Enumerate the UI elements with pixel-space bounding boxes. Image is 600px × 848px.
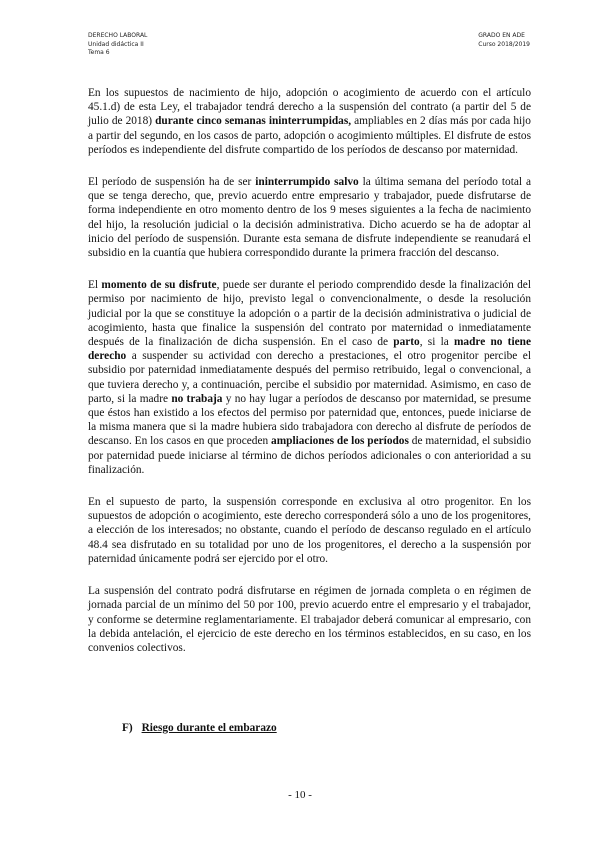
- bold-text: ininterrumpido salvo: [255, 176, 359, 189]
- header-course: Curso 2018/2019: [478, 40, 530, 48]
- bold-text: momento de su disfrute: [101, 279, 217, 292]
- header-unit: Unidad didáctica II: [88, 40, 144, 48]
- header-degree: GRADO EN ADE: [478, 32, 525, 39]
- text-run: En los supuestos de nacimiento de hijo, adopción o acogimiento de acuerdo con el artículo 45.1.d) de esta Ley, el trabajador tendrá derecho a la suspensión del contrato (a partir del 5 de julio de 2018): [88, 87, 531, 128]
- text-run: ampliables en 2 días más por cada hijo a partir del segundo, en los casos de parto, adopción o acogimiento múltiples. El disfrute de estos períodos es independiente del disfrute compartido de los períodos de descanso por maternidad.: [88, 115, 531, 156]
- header-left: [88, 32, 147, 58]
- text-run: de maternidad, el subsidio por paternidad puede iniciarse al término de dichos períodos adicionales o con anterioridad a su finalización.: [88, 435, 531, 476]
- section-title: Riesgo durante el embarazo: [141, 722, 277, 734]
- bold-text: parto: [393, 336, 420, 349]
- header-right: [478, 32, 530, 49]
- bold-text: durante cinco semanas ininterrumpidas,: [155, 115, 352, 128]
- text-run: la última semana del período total a que se tenga derecho, que, previo acuerdo entre empresario y trabajador, puede disfrutarse de forma independiente en otro momento dentro de los 9 meses siguientes a la fecha de nacimiento del hijo, la resolución judicial o la decisión administrativa. Dicho acuerdo se ha de adoptar al inicio del período de suspensión. Durante esta semana de disfrute independiente se reanudará el subsidio en la cuantía que hubiera correspondido durante la primera fracción del descanso.: [88, 176, 531, 260]
- text-run: El: [88, 279, 102, 292]
- bold-text: madre no tiene derecho: [88, 336, 531, 363]
- bold-text: ampliaciones de los períodos: [271, 435, 409, 448]
- header-topic: Tema 6: [88, 49, 110, 56]
- section-heading: [122, 722, 277, 734]
- text-run: En el supuesto de parto, la suspensión corresponde en exclusiva al otro progenitor. En los supuestos de adopción o acogimiento, este derecho corresponderá sólo a uno de los progenitores, a elección de los interesados; no obstante, cuando el período de descanso regulado en el artículo 48.4 sea disfrutado en su totalidad por uno de los progenitores, el derecho a la suspensión por paternidad únicamente podrá ser ejercido por el otro.: [88, 496, 531, 565]
- document-body: [88, 86, 531, 673]
- text-run: , puede ser durante el periodo comprendido desde la finalización del permiso por nacimiento de hijo, previsto legal o convencionalmente, o desde la resolución judicial por la que se constituye la adopción o a partir de la decisión administrativa o judicial de acogimiento, hasta que finalice la suspensión del contrato por maternidad o inmediatamente después de la finalización de dicha suspensión. En el caso de: [88, 279, 531, 349]
- text-run: El período de suspensión ha de ser: [88, 176, 256, 189]
- paragraph-3: [88, 278, 531, 477]
- header-subject: DERECHO LABORAL: [88, 32, 148, 39]
- bold-text: no trabaja: [171, 392, 223, 405]
- text-run: La suspensión del contrato podrá disfrutarse en régimen de jornada completa o en régimen de jornada parcial de un mínimo del 50 por 100, previo acuerdo entre el empresario y el trabajador, y conforme se determine reglamentariamente. El trabajador deberá comunicar al empresario, con la debida antelación, el ejercicio de este derecho en los términos establecidos, en su caso, en los convenios colectivos.: [88, 585, 531, 654]
- paragraph-4: [88, 495, 531, 566]
- page-number: - 10 -: [288, 789, 312, 801]
- text-run: , si la: [419, 336, 454, 349]
- text-run: y no hay lugar a períodos de descanso por maternidad, se presume que éstos han existido a los efectos del permiso por paternidad que, entonces, puede iniciarse de la misma manera que si la madre hubiera sido trabajadora con derecho al disfrute de períodos de descanso. En los casos en que proceden: [88, 392, 531, 448]
- paragraph-1: [88, 86, 531, 157]
- paragraph-5: [88, 584, 531, 655]
- section-letter: F): [122, 722, 133, 734]
- text-run: a suspender su actividad con derecho a prestaciones, el otro progenitor percibe el subsidio por paternidad inmediatamente después del permiso retribuido, legal o convencional, a que tuviera derecho y, a continuación, percibe el subsidio por maternidad. Asimismo, en caso de parto, si la madre: [88, 350, 531, 405]
- paragraph-2: [88, 175, 531, 260]
